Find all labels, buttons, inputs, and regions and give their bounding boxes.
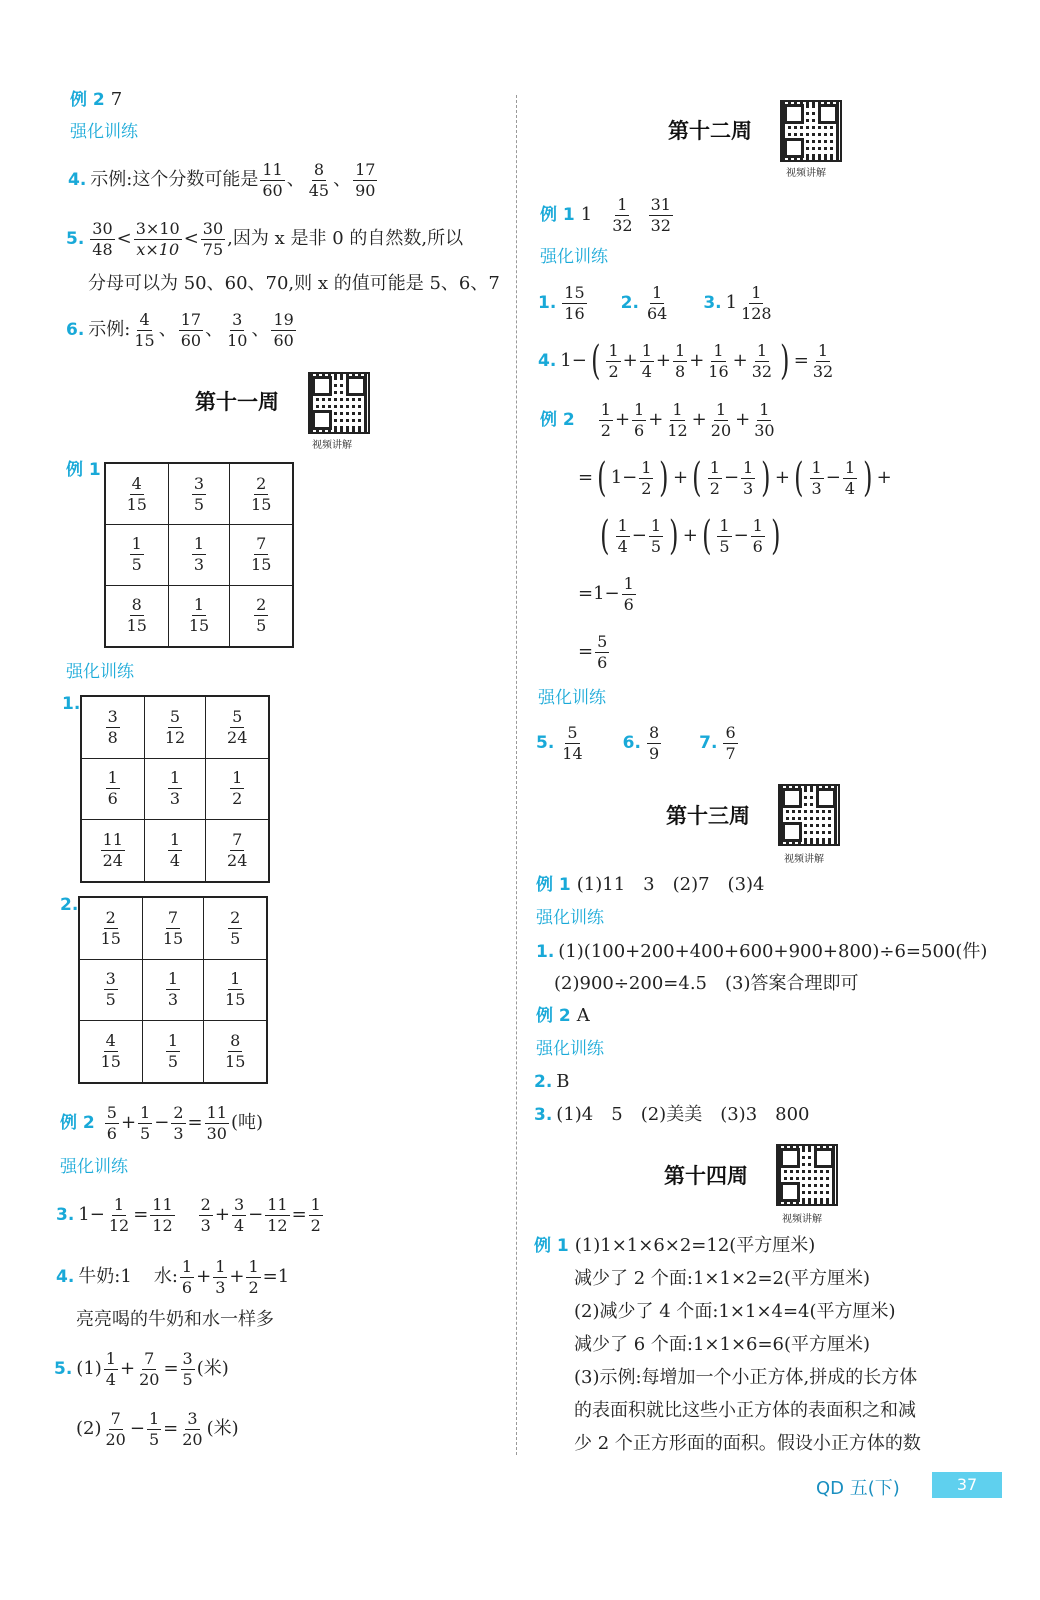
fraction: $\frac{1}{15}$ xyxy=(225,969,246,1010)
question-text: ,因为 x 是非 0 的自然数,所以 xyxy=(227,228,464,249)
practice-heading: 强化训练 xyxy=(70,122,138,142)
fraction: $\frac{8}{45}$ xyxy=(308,159,330,200)
question-text: 示例:这个分数可能是 xyxy=(90,169,259,190)
fraction: $\frac{1}{6}$ xyxy=(107,768,118,809)
fraction: $\frac{5}{24}$ xyxy=(227,706,248,747)
column-divider xyxy=(516,95,517,1455)
fraction: $\frac{11}{24}$ xyxy=(102,830,123,871)
question-4b: 4. 牛奶:1 水: $\frac{1}{6}$ + $\frac{1}{3}$ + $\frac{1}{2}$ = 1 xyxy=(56,1256,290,1297)
fraction: $\frac{5}{12}$ xyxy=(164,706,186,747)
fraction: $\frac{3}{8}$ xyxy=(107,706,118,747)
fraction: $\frac{2}{5}$ xyxy=(256,595,267,636)
fraction: $\frac{1}{5}$ xyxy=(131,534,142,575)
fraction: $\frac{1}{3}$ xyxy=(167,969,179,1010)
grid-row xyxy=(79,1021,267,1083)
grid-row xyxy=(105,525,293,586)
question-number: 2. xyxy=(60,895,79,915)
practice-heading: 强化训练 xyxy=(66,662,134,682)
week-12-title: 第十二周 xyxy=(668,119,752,143)
grid-cell xyxy=(144,820,206,882)
grid-cell xyxy=(105,585,168,647)
fraction: $\frac{7}{15}$ xyxy=(162,907,184,948)
example-label: 例 1 xyxy=(540,205,575,225)
grid-cell xyxy=(81,820,144,882)
question-6: 6. 示例: $\frac{4}{15}$ 、 $\frac{17}{60}$ 、 $\frac{3}{10}$ 、 $\frac{19}{60}$ xyxy=(66,309,294,350)
grid-cell xyxy=(204,959,267,1021)
fraction: $\frac{2}{5}$ xyxy=(230,907,241,948)
example-label: 例 2 xyxy=(540,410,575,430)
grid-row xyxy=(81,696,269,758)
fraction: $\frac{1}{2}$ xyxy=(232,768,243,809)
example-2b-line: 例 2 A xyxy=(536,1005,590,1026)
fraction: $\frac{1}{3}$ xyxy=(169,768,181,809)
fraction: $\frac{1}{3}$ xyxy=(193,534,205,575)
grid-row xyxy=(79,897,267,959)
qr-code-icon[interactable] xyxy=(308,372,370,434)
grid-cell xyxy=(230,463,293,525)
grid-cell xyxy=(206,696,269,758)
fraction: $\frac{4}{15}$ xyxy=(100,1031,121,1072)
question-number: 4. xyxy=(68,170,87,190)
example-1c-line1: 例 1 (1)1×1×6×2=12(平方厘米) xyxy=(534,1235,816,1256)
grid-cell xyxy=(81,758,144,820)
example-2-line xyxy=(70,88,122,112)
grid-cell xyxy=(168,585,230,647)
example-2-equation: 例 2 $\frac{5}{6}$ + $\frac{1}{5}$ − $\frac{2}{3}$ = $\frac{11}{30}$ (吨) xyxy=(60,1102,263,1143)
question-3b: 3. (1)4 5 (2)美美 (3)3 800 xyxy=(534,1104,810,1125)
question-2b: 2. B xyxy=(534,1071,570,1092)
grid-cell xyxy=(230,585,293,647)
magic-square-grid xyxy=(104,462,294,648)
example-2-step3: = 1 − $\frac{1}{6}$ xyxy=(578,573,634,614)
week-11-title: 第十一周 xyxy=(195,390,279,414)
practice-heading: 强化训练 xyxy=(536,908,604,928)
example-2-step1: = ( 1 − $\frac{1}{2}$ ) + ( $\frac{1}{2}$ − $\frac{1}{3}$ ) + ( $\frac{1}{3}$ − $\frac{1}{4}$ ) + xyxy=(578,455,892,501)
question-3: 3. 1 − $\frac{1}{12}$ = $\frac{11}{12}$ $\frac{2}{3}$ + $\frac{3}{4}$ − $\frac{11}{12}$ = $\frac{1}{2}$ xyxy=(56,1194,321,1235)
example-label: 例 2 xyxy=(60,1113,95,1133)
question-number: 3. xyxy=(56,1205,75,1225)
grid-row xyxy=(81,820,269,882)
grid-cell xyxy=(206,820,269,882)
question-number: 1. xyxy=(62,694,81,714)
grid-cell xyxy=(144,696,206,758)
fraction: $\frac{11}{60}$ xyxy=(262,159,283,200)
grid-cell xyxy=(79,959,142,1021)
fraction: $\frac{1}{5}$ xyxy=(167,1031,179,1072)
grid-row xyxy=(81,758,269,820)
answer: 7 xyxy=(110,89,123,110)
question-5b-part1: 5. (1) $\frac{1}{4}$ + $\frac{7}{20}$ = $\frac{3}{5}$ (米) xyxy=(54,1348,229,1389)
grid-cell xyxy=(79,897,142,959)
question-number: 6. xyxy=(66,320,85,340)
answers-1-3: 1. $\frac{15}{16}$ 2. $\frac{1}{64}$ 3. 1 $\frac{1}{128}$ xyxy=(538,282,772,323)
grid-row xyxy=(105,463,293,525)
example-1c-line7: 少 2 个正方形面的面积。假设小正方体的数 xyxy=(574,1433,921,1454)
question-4b-conclusion: 亮亮喝的牛奶和水一样多 xyxy=(76,1309,274,1330)
grid-cell xyxy=(81,696,144,758)
magic-square-grid xyxy=(78,896,268,1084)
fraction: $\frac{7}{24}$ xyxy=(227,830,248,871)
example-label: 例 1 xyxy=(534,1236,569,1256)
example-label: 例 2 xyxy=(70,90,105,110)
grid-row xyxy=(79,959,267,1021)
qr-caption: 视频讲解 xyxy=(786,168,826,179)
example-1-line: 例 1 1 $\frac{1}{32}$ $\frac{31}{32}$ xyxy=(540,194,671,235)
qr-caption: 视频讲解 xyxy=(784,854,824,865)
example-label: 例 1 xyxy=(536,875,571,895)
grid-cell xyxy=(168,525,230,586)
grid-cell xyxy=(105,525,168,586)
fraction: $\frac{2}{15}$ xyxy=(100,907,121,948)
fraction: $\frac{8}{15}$ xyxy=(225,1031,246,1072)
qr-caption: 视频讲解 xyxy=(312,440,352,451)
grid-cell xyxy=(79,1021,142,1083)
fraction: $\frac{4}{15}$ xyxy=(126,473,147,514)
grid-cell xyxy=(142,1021,204,1083)
fraction: $\frac{3}{5}$ xyxy=(105,969,116,1010)
question-5: 5. $\frac{30}{48}$ < $\frac{3\times 10}{x\times 10}$ < $\frac{30}{75}$ ,因为 x 是非 0 的自然数,所以 xyxy=(66,218,464,259)
fraction: $\frac{3\times 10}{x\times 10}$ xyxy=(135,218,180,259)
example-2-step4: = $\frac{5}{6}$ xyxy=(578,631,608,672)
fraction: $\frac{7}{15}$ xyxy=(251,534,272,575)
example-1c-line2: 减少了 2 个面:1×1×2=2(平方厘米) xyxy=(574,1268,871,1289)
answers-5-7: 5. $\frac{5}{14}$ 6. $\frac{8}{9}$ 7. $\frac{6}{7}$ xyxy=(536,722,736,763)
example-1-label: 例 1 xyxy=(66,460,101,480)
practice-heading: 强化训练 xyxy=(536,1039,604,1059)
qr-code-icon[interactable] xyxy=(780,100,842,162)
example-1c-line4: 减少了 6 个面:1×1×6=6(平方厘米) xyxy=(574,1334,871,1355)
question-number: 5. xyxy=(66,229,85,249)
week-14-title: 第十四周 xyxy=(664,1164,748,1188)
example-1b-line: 例 1 (1)11 3 (2)7 (3)4 xyxy=(536,874,765,895)
week-13-title: 第十三周 xyxy=(666,804,750,828)
practice-heading: 强化训练 xyxy=(540,247,608,267)
example-1c-line3: (2)减少了 4 个面:1×1×4=4(平方厘米) xyxy=(574,1301,896,1322)
question-number: 5. xyxy=(54,1359,73,1379)
page-number: 37 xyxy=(932,1472,1002,1498)
magic-square-grid xyxy=(80,695,270,883)
question-text: 示例: xyxy=(88,319,131,340)
practice-heading: 强化训练 xyxy=(538,688,606,708)
question-number: 4. xyxy=(56,1267,75,1287)
grid-cell xyxy=(142,897,204,959)
grid-row xyxy=(105,585,293,647)
grid-cell xyxy=(204,897,267,959)
example-1c-line6: 的表面积就比这些小正方体的表面积之和减 xyxy=(574,1400,916,1421)
question-1b-line2: (2)900÷200=4.5 (3)答案合理即可 xyxy=(554,973,859,994)
question-5b-part2: (2) $\frac{7}{20}$ − $\frac{1}{5}$ = $\frac{3}{20}$ (米) xyxy=(76,1408,239,1449)
fraction: $\frac{1}{15}$ xyxy=(188,595,210,636)
question-1b-line1: 1. (1)(100+200+400+600+900+800)÷6=500(件) xyxy=(536,941,988,962)
grid-cell xyxy=(142,959,204,1021)
qr-code-icon[interactable] xyxy=(776,1144,838,1206)
fraction: $\frac{1}{4}$ xyxy=(169,830,181,871)
question-5-line2: 分母可以为 50、60、70,则 x 的值可能是 5、6、7 xyxy=(88,273,500,294)
example-2-line: 例 2 $\frac{1}{2}$ + $\frac{1}{6}$ + $\frac{1}{12}$ + $\frac{1}{20}$ + $\frac{1}{30}$ xyxy=(540,399,775,440)
fraction: $\frac{2}{15}$ xyxy=(251,473,272,514)
fraction: $\frac{30}{75}$ xyxy=(202,218,224,259)
grid-cell xyxy=(204,1021,267,1083)
grid-cell xyxy=(105,463,168,525)
grid-cell xyxy=(168,463,230,525)
qr-code-icon[interactable] xyxy=(778,784,840,846)
grid-cell xyxy=(206,758,269,820)
qr-caption: 视频讲解 xyxy=(782,1214,822,1225)
grid-cell xyxy=(230,525,293,586)
example-2-step2: ( $\frac{1}{4}$ − $\frac{1}{5}$ ) + ( $\frac{1}{5}$ − $\frac{1}{6}$ ) xyxy=(600,513,781,559)
fraction: $\frac{8}{15}$ xyxy=(126,595,147,636)
example-1c-line5: (3)示例:每增加一个小正方体,拼成的长方体 xyxy=(574,1367,918,1388)
fraction: $\frac{17}{90}$ xyxy=(355,159,376,200)
fraction: $\frac{30}{48}$ xyxy=(92,218,113,259)
example-label: 例 2 xyxy=(536,1006,571,1026)
question-4: 4. 示例:这个分数可能是 $\frac{11}{60}$ 、 $\frac{8}{45}$ 、 $\frac{17}{90}$ xyxy=(68,159,376,200)
practice-heading: 强化训练 xyxy=(60,1157,128,1177)
question-4: 4. 1 − ( $\frac{1}{2}$ + $\frac{1}{4}$ + $\frac{1}{8}$ + $\frac{1}{16}$ + $\frac{1}{32}$ ) = $\frac{1}{32}$ xyxy=(538,338,834,384)
grid-cell xyxy=(144,758,206,820)
fraction: $\frac{3}{5}$ xyxy=(193,473,205,514)
edition-label: QD 五(下) xyxy=(816,1478,900,1499)
